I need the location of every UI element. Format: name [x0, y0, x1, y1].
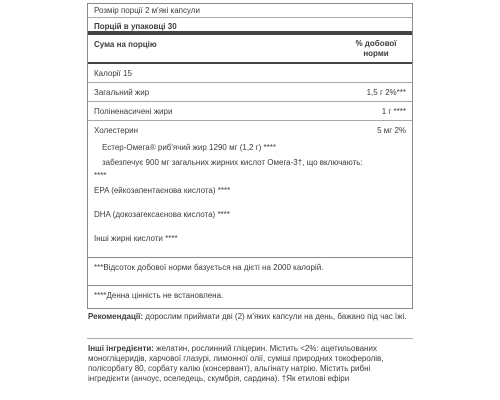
row-epa: EPA (ейкозапентаєнова кислота) ****: [94, 186, 231, 195]
recommendations: [87, 309, 413, 338]
row-label: Поліненасичені жири: [94, 107, 173, 116]
footnote-box: [87, 286, 413, 309]
serving-size: Розмір порції 2 м'які капсули: [88, 3, 412, 18]
row-label: Загальний жир: [94, 88, 150, 97]
ingredients-label: Інші інгредієнти:: [88, 344, 154, 353]
row-total-fat: [88, 83, 412, 102]
footnote-not-established: ****Денна цінність не встановлена.: [94, 291, 224, 300]
row-other-fatty-acids: Інші жирні кислоти ****: [94, 234, 178, 243]
servings-per-container: Порцій в упаковці 30: [88, 18, 412, 35]
row-calories: [88, 64, 412, 83]
other-ingredients: [87, 338, 413, 384]
row-value: 1 г ****: [381, 107, 406, 116]
row-label: Калорії 15: [94, 69, 132, 78]
omega-note: забезпечує 900 мг загальних жирних кислот Омега-3†, що включають:: [102, 158, 363, 167]
table-header: [88, 35, 412, 64]
omega-note-asterisks: ****: [94, 171, 107, 180]
supplement-facts-panel: [87, 3, 413, 384]
facts-table: [87, 3, 413, 286]
ingredients-text: желатин, рослинний гліцерин. Містить <2%: ацетильованих моногліцеридів, харчової глазурі, лимонної олії, суміші природних токоферолів, полісорбату 80, сорбату калію (консервант), альгінату натрію. Містить рибні інгредієнти (анчоус, оселедець, скумбрія, сардина). †Як етилові ефіри: [88, 344, 384, 383]
header-daily-value: % добової норми: [355, 39, 397, 58]
row-polyunsaturated-fat: [88, 102, 412, 121]
footnote-daily-value: ***Відсоток добової норми базується на дієті на 2000 калорій.: [88, 257, 412, 285]
row-label: Холестерин: [94, 126, 138, 135]
row-ester-omega: Естер-Омега® риб'ячий жир 1290 мг (1,2 г) ****: [102, 143, 276, 152]
row-dha: DHA (докозагексаєнова кислота) ****: [94, 210, 230, 219]
row-value: 1,5 г 2%***: [366, 88, 406, 97]
header-amount-per-serving: Сума на порцію: [94, 40, 157, 49]
row-value: 5 мг 2%: [377, 126, 406, 135]
row-cholesterol: [88, 121, 412, 140]
recommendations-text: дорослим приймати дві (2) м'яких капсули на день, бажано під час їжі.: [143, 312, 407, 321]
recommendations-label: Рекомендації:: [88, 312, 144, 321]
